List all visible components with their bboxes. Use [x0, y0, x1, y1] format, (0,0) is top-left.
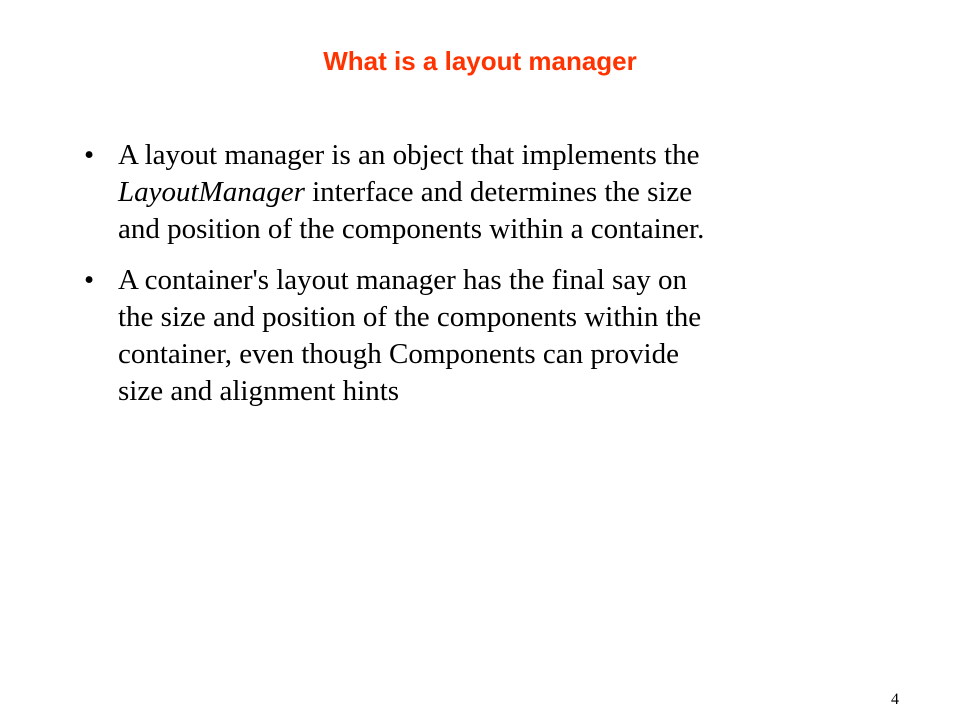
bullet-line	[118, 211, 884, 248]
bullet-line	[118, 336, 884, 373]
text-segment: container, even though Components can provide	[118, 338, 679, 370]
bullet-marker: •	[84, 264, 95, 296]
bullet-line	[118, 373, 884, 410]
text-segment: the size and position of the components within the	[118, 301, 702, 333]
page-number: 4	[891, 691, 899, 708]
bullet-marker: •	[84, 139, 95, 171]
bullet-line	[118, 174, 884, 211]
text-segment: A container's layout manager has the final say on	[118, 264, 687, 296]
text-segment: and position of the components within a container.	[118, 213, 705, 245]
bullet-list	[84, 137, 884, 424]
bullet-line	[118, 262, 884, 299]
italic-term: LayoutManager	[118, 176, 305, 208]
text-segment: A layout manager is an object that implements the	[118, 139, 700, 171]
slide-title: What is a layout manager	[323, 46, 637, 76]
text-segment: interface and determines the size	[304, 176, 693, 208]
bullet-line	[118, 137, 884, 174]
text-segment: size and alignment hints	[118, 375, 400, 407]
bullet-item	[84, 262, 884, 410]
bullet-item	[84, 137, 884, 248]
bullet-line	[118, 299, 884, 336]
